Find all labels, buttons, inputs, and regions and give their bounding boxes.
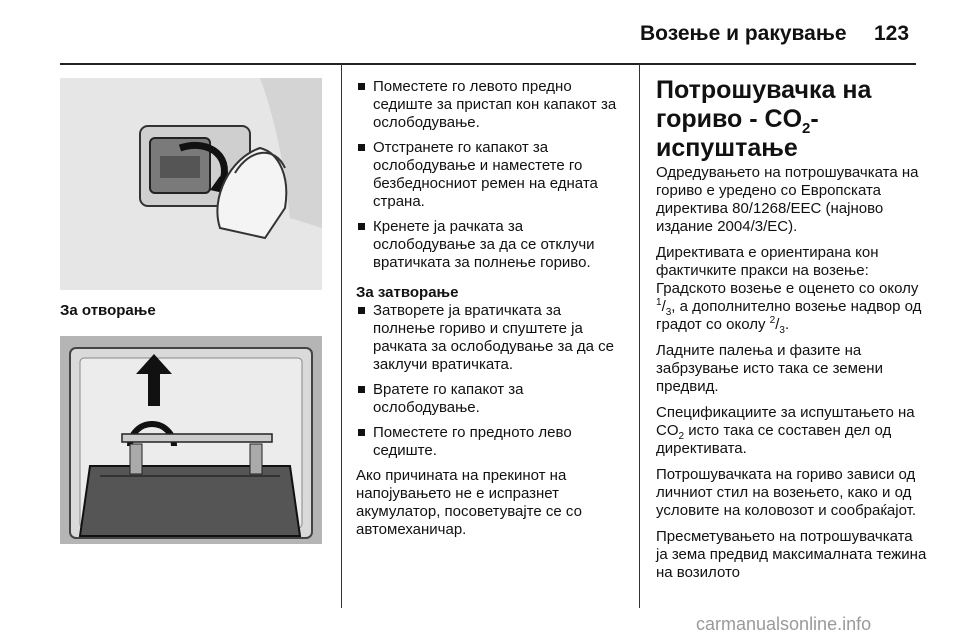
bullet-open-1: Поместете го левото предно седиште за пристап кон капакот за ослободување. <box>356 78 620 132</box>
caption-open: За отворање <box>60 302 156 319</box>
column-divider-left <box>341 64 342 608</box>
header-title: Возење и ракување <box>640 22 847 45</box>
paragraph-2-b: , а дополнително возење надвор од градот со околу <box>656 298 922 333</box>
paragraph-3: Ладните палења и фазите на забрзување исто така се земени предвид. <box>656 342 883 395</box>
section-title <box>656 76 928 163</box>
fuel-door-drawing <box>60 336 322 544</box>
header-rule <box>60 63 916 65</box>
section-title-line2b: -испуштање <box>656 105 819 162</box>
paragraph-5: Потрошувачката на гориво зависи од личниот стил на возењето, како и од условите на коловозот и сообраќајот. <box>656 466 916 519</box>
middle-column <box>356 78 620 539</box>
watermark: carmanualsonline.info <box>696 614 872 634</box>
illustration-fuel-door <box>60 336 322 544</box>
paragraph-4-b: исто така се составен дел од директивата. <box>656 422 892 457</box>
co2-subscript: 2 <box>678 431 685 442</box>
paragraph-6: Пресметувањето на потрошувачката ја зема предвид максималната тежина на возилото <box>656 528 927 581</box>
section-title-line2a: гориво - CO <box>656 105 803 133</box>
page-number: 123 <box>874 22 910 45</box>
fraction-1-den: 3 <box>665 307 672 318</box>
fraction-1-num: 1 <box>656 297 662 308</box>
bullet-close-3: Поместете го предното лево седиште. <box>356 424 620 460</box>
paragraph-1: Одредувањето на потрошувачката на гориво е уредено со Европската директива 80/1268/EEC (најново издание 2004/3/EC). <box>656 164 919 235</box>
paragraph-4 <box>656 404 928 458</box>
bullet-close-2: Вратете го капакот за ослободување. <box>356 381 620 417</box>
bullet-open-2: Отстранете го капакот за ослободување и наместете го безбедносниот ремен на едната страна. <box>356 139 620 211</box>
release-lever-drawing <box>60 78 322 290</box>
paragraph-2: Директивата е ориентирана кон фактичките пракси на возење: Градското возење е оценето со околу $^1/_3$, а дополнително возење надвор од градот со околу $^2/_3$. <box>656 244 922 336</box>
column-divider-right <box>639 64 640 608</box>
bullet-close-1: Затворете ја вратичката за полнење гориво и спуштете ја рачката за ослободување за да се заклучи вратичката. <box>356 302 620 374</box>
section-title-line1: Потрошувачка на <box>656 76 872 104</box>
fraction-2-den: 3 <box>779 325 785 336</box>
section-title-sub: 2 <box>802 120 811 137</box>
bullet-open-3: Кренете ја рачката за ослободување за да се отклучи вратичката за полнење гориво. <box>356 218 620 272</box>
illustration-release-lever <box>60 78 322 290</box>
paragraph-4-a: Спецификациите за испуштањето на CO <box>656 404 915 439</box>
subhead-close: За затворање <box>356 284 459 301</box>
right-column <box>656 164 928 590</box>
paragraph-2-a: Директивата е ориентирана кон фактичките пракси на возење: Градското возење е оценето со околу <box>656 244 919 297</box>
note-paragraph: Ако причината на прекинот на напојувањето не е испразнет акумулатор, посоветувајте се со автомеханичар. <box>356 467 582 538</box>
fraction-2-num: 2 <box>769 315 776 326</box>
paragraph-2-c: . <box>784 316 790 333</box>
